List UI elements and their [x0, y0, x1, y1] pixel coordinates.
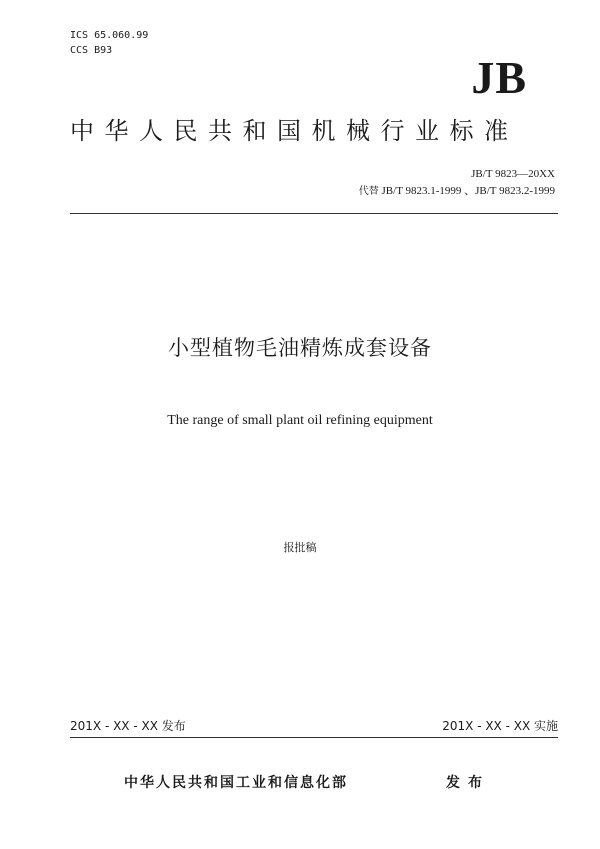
replaces-line	[359, 184, 555, 199]
document-title-cn: 小型植物毛油精炼成套设备	[168, 336, 432, 360]
replaces-label: 代替	[358, 186, 379, 197]
footer-divider	[70, 737, 558, 738]
issuing-authority: 中华人民共和国工业和信息化部	[124, 775, 348, 791]
draft-status: 报批稿	[283, 541, 317, 554]
issuer-action: 发布	[446, 775, 490, 791]
header-divider	[70, 213, 558, 214]
replaces-value: JB/T 9823.1-1999 、JB/T 9823.2-1999	[381, 185, 555, 197]
document-title-en: The range of small plant oil refining equipment	[167, 413, 433, 428]
standard-title: 中华人民共和国机械行业标准	[70, 117, 519, 145]
ccs-code: CCS B93	[70, 45, 113, 56]
implementation-date: 201X - XX - XX 实施	[442, 719, 558, 733]
ics-code: ICS 65.060.99	[70, 30, 149, 41]
jb-logo: JB	[471, 52, 527, 103]
issue-date: 201X - XX - XX 发布	[70, 719, 186, 733]
standard-number: JB/T 9823—20XX	[471, 168, 555, 180]
